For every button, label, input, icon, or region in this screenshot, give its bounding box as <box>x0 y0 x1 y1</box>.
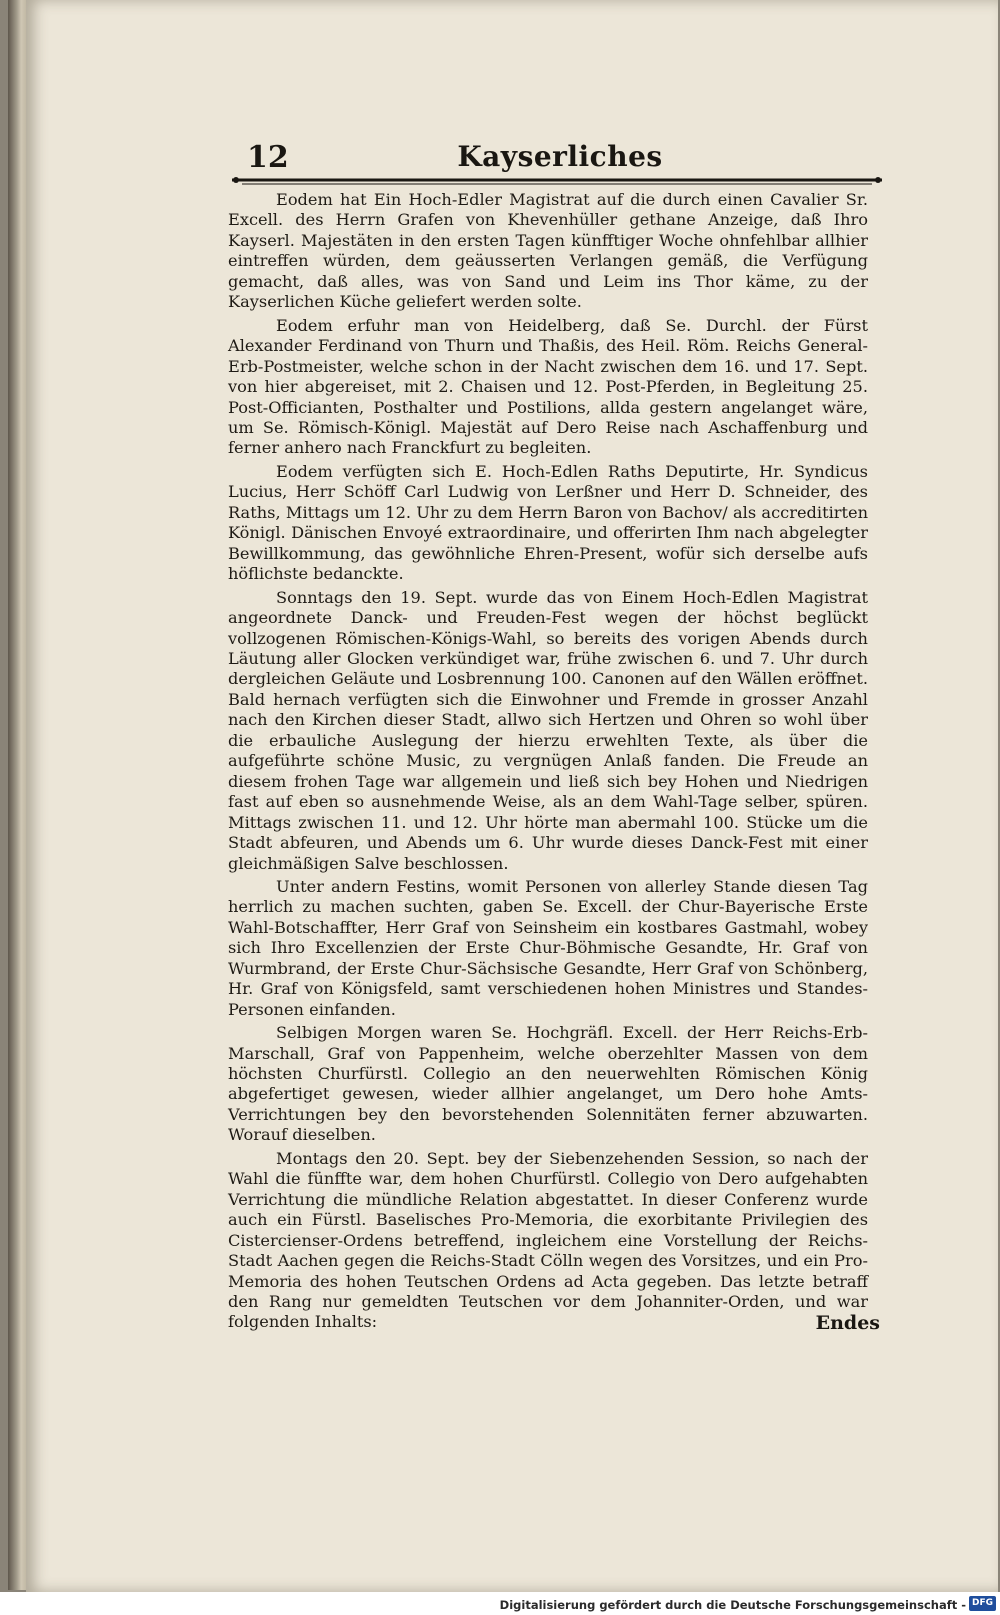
dfg-logo: DFG <box>969 1596 996 1611</box>
running-head <box>225 136 895 176</box>
paragraph: Eodem hat Ein Hoch-Edler Magistrat auf die durch einen Cavalier Sr. Excell. des Herrn Grafen von Khevenhüller gethane Anzeige, daß Ihro Kayserl. Majestäten in den ersten Tagen künfftiger Woche ohnfehlbar allhier eintreffen würden, dem geäusserten Verlangen gemäß, die Verfügung gemacht, daß alles, was von Sand und Leim ins Thor käme, zu der Kayserlichen Küche geliefert werden solte. <box>228 190 868 312</box>
paragraph: Montags den 20. Sept. bey der Siebenzehenden Session, so nach der Wahl die fünffte war, dem hohen Churfürstl. Collegio von Dero aufgehabten Verrichtung die mündliche Relation abgestattet. In dieser Conferenz wurde auch ein Fürstl. Baselisches Pro-Memoria, die exorbitante Privilegien des Cistercienser-Ordens betreffend, ingleichem eine Vorstellung der Reichs-Stadt Aachen gegen die Reichs-Stadt Cölln wegen des Vorsitzes, und ein Pro-Memoria des hohen Teutschen Ordens ad Acta gegeben. Das letzte betraff den Rang nur gemeldten Teutschen vor dem Johanniter-Orden, und war folgenden Inhalts: <box>228 1148 868 1332</box>
paragraph: Sonntags den 19. Sept. wurde das von Einem Hoch-Edlen Magistrat angeordnete Danck- und Freuden-Fest wegen der höchst beglückt vollzogenen Römischen-Königs-Wahl, so bereits des vorigen Abends durch Läutung aller Glocken verkündiget war, frühe zwischen 6. und 7. Uhr durch dergleichen Geläute und Losbrennung 100. Canonen auf den Wällen eröffnet. Bald hernach verfügten sich die Einwohner und Fremde in grosser Anzahl nach den Kirchen dieser Stadt, allwo sich Hertzen und Ohren so wohl über die erbauliche Auslegung der hierzu erwehlten Texte, als über die aufgeführte schöne Music, zu vergnügen Anlaß fanden. Die Freude an diesem frohen Tage war allgemein und ließ sich bey Hohen und Niedrigen fast auf eben so ausnehmende Weise, als an dem Wahl-Tage selber, spüren. Mittags zwischen 11. und 12. Uhr hörte man abermahl 100. Stücke um die Stadt abfeuren, und Abends um 6. Uhr wurde dieses Danck-Fest mit einer gleichmäßigen Salve beschlossen. <box>228 587 868 873</box>
ornamental-rule <box>232 174 882 186</box>
paragraph: Eodem erfuhr man von Heidelberg, daß Se. Durchl. der Fürst Alexander Ferdinand von Thurn und Thaßis, des Heil. Röm. Reichs General-Erb-Postmeister, welche schon in der Nacht zwischen dem 16. und 17. Sept. von hier abgereiset, mit 2. Chaisen und 12. Post-Pferden, in Begleitung 25. Post-Officianten, Posthalter und Postilions, allda gestern angelanget wäre, um Se. Römisch-Königl. Majestät auf Dero Reise nach Aschaffenburg und ferner anhero nach Franckfurt zu begleiten. <box>228 315 868 458</box>
paragraph: Unter andern Festins, womit Personen von allerley Stande diesen Tag herrlich zu machen suchten, gaben Se. Excell. der Chur-Bayerische Erste Wahl-Botschaffter, Herr Graf von Seinsheim ein kostbares Gastmahl, wobey sich Ihro Excellenzien der Erste Chur-Böhmische Gesandte, Hr. Graf von Wurmbrand, der Erste Chur-Sächsische Gesandte, Herr Graf von Schönberg, Hr. Graf von Königsfeld, samt verschiedenen hohen Ministres und Standes-Personen einfanden. <box>228 876 868 1019</box>
article-text <box>228 190 868 1336</box>
paragraph: Selbigen Morgen waren Se. Hochgräfl. Excell. der Herr Reichs-Erb-Marschall, Graf von Pappenheim, welche oberzehlter Massen von dem höchsten Churfürstl. Collegio an den neuerwehlten Römischen König abgefertiget gewesen, wieder allhier angelanget, um Dero hohe Amts-Verrichtungen bey den bevorstehenden Solennitäten ferner abzuwarten. Worauf dieselben. <box>228 1023 868 1145</box>
catchword: Endes <box>815 1312 880 1334</box>
page-number: 12 <box>247 140 289 175</box>
header-title: Kayserliches <box>457 140 663 173</box>
footer-credit: Digitalisierung gefördert durch die Deutsche Forschungsgemeinschaft - <box>499 1598 966 1612</box>
paragraph: Eodem verfügten sich E. Hoch-Edlen Raths Deputirte, Hr. Syndicus Lucius, Herr Schöff Carl Ludwig von Lerßner und Herr D. Schneider, des Raths, Mittags um 12. Uhr zu dem Herrn Baron von Bachov/ als accreditirten Königl. Dänischen Envoyé extraordinaire, und offerirten Ihm nach abgelegter Bewillkommung, das gewöhnliche Ehren-Present, wofür sich derselbe aufs höflichste bedanckte. <box>228 461 868 584</box>
